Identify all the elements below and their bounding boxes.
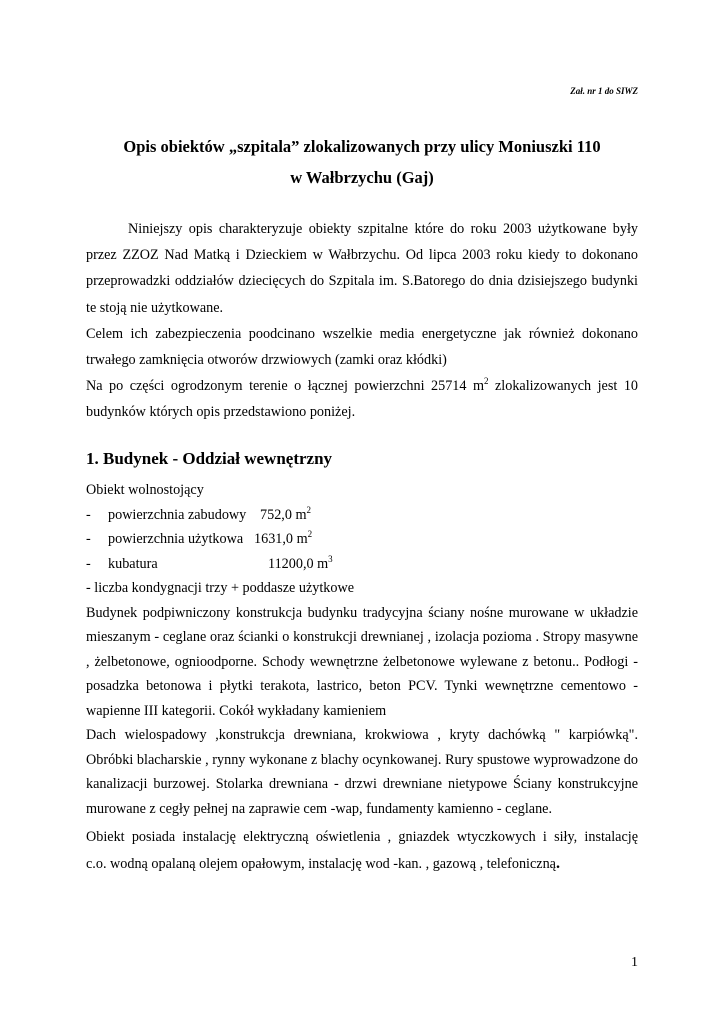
param-dash: -: [86, 555, 91, 572]
param-unit-superscript: 2: [307, 529, 313, 539]
title-line-1: Opis obiektów „szpitala” zlokalizowanych przy ulicy Moniuszki 110: [123, 137, 601, 156]
intro-p3-text: Na po części ogrodzonym terenie o łącznej powierzchni 25714 m: [86, 378, 485, 395]
param-value-text: 752,0 m: [260, 506, 307, 523]
param-unit-superscript: 3: [328, 553, 333, 564]
section-1-heading: 1. Budynek - Oddział wewnętrzny: [86, 449, 333, 468]
attachment-note: Zał. nr 1 do SIWZ: [570, 86, 638, 96]
page-number: 1: [631, 955, 638, 970]
building-description-1: Budynek podpiwniczony konstrukcja budynku tradycyjna ściany nośne murowane w układzie mieszanym - ceglane oraz ścianki o konstrukcji drewnianej , izolacja pozioma . Stropy masywne , żelbetonowe, ognioodporne. Schody wewnętrzne żelbetonowe wylewane z betonu.. Podłogi - posadzka betonowa i płytki terakota, lastrico, beton PCV. Tynki wewnętrzne cementowo -wapienne III kategorii. Cokół wykładany kamieniem: [86, 604, 638, 719]
param-dash: -: [86, 531, 91, 547]
param-dash: -: [86, 506, 91, 523]
installations-line-2-text: c.o. wodną opalaną olejem opałowym, instalację wod -kan. , gazową , telefoniczną: [86, 855, 556, 872]
param-label: kubatura: [108, 555, 158, 572]
param-row-usable-area: [86, 527, 638, 552]
title-line-2: w Wałbrzychu (Gaj): [290, 168, 434, 187]
param-value: [254, 527, 312, 552]
param-value-text: 11200,0 m: [268, 555, 329, 572]
installations-final-period: .: [555, 854, 560, 872]
param-label: powierzchnia użytkowa: [108, 531, 244, 547]
intro-section: [86, 216, 638, 426]
intro-p3-superscript: 2: [484, 376, 489, 387]
installations-line-2: [86, 852, 638, 877]
param-row-volume: [86, 552, 638, 577]
intro-paragraph-1: Niniejszy opis charakteryzuje obiekty szpitalne które do roku 2003 użytkowane były przez ZZOZ Nad Matką i Dzieckiem w Wałbrzychu. Od lipca 2003 roku kiedy to dokonano przeprowadzki oddziałów dziecięcych do Szpitala im. S.Batorego do dnia dzisiejszego budynki te stoją nie użytkowane.: [86, 221, 638, 316]
intro-paragraph-3: [86, 373, 638, 425]
section-1-subtitle: Obiekt wolnostojący: [86, 482, 204, 498]
param-row-built-area: [86, 503, 638, 528]
param-value: [268, 552, 333, 577]
param-unit-superscript: 2: [306, 504, 312, 515]
section-1-body: [86, 478, 638, 876]
param-value: [260, 503, 311, 528]
param-label: powierzchnia zabudowy: [108, 506, 247, 523]
floors-info: - liczba kondygnacji trzy + poddasze użytkowe: [86, 580, 355, 596]
building-description-2: Dach wielospadowy ,konstrukcja drewniana, krokwiowa , kryty dachówką " karpiówką". Obróbki blacharskie , rynny wykonane z blachy ocynkowanej. Rury spustowe wyprowadzone do kanalizacji burzowej. Stolarka drewniana - drzwi drewniane nietypowe Ściany konstrukcyjne murowane z cegły pełnej na zaprawie cem -wap, fundamenty kamienno - ceglane.: [86, 727, 638, 817]
intro-p3-text-after: zlokalizowanych jest 10 budynków których opis przedstawiono poniżej.: [86, 378, 639, 421]
installations-line-1: Obiekt posiada instalację elektryczną oświetlenia , gniazdek wtyczkowych i siły, instalację: [86, 829, 638, 845]
param-value-text: 1631,0 m: [254, 531, 308, 547]
document-title: [86, 131, 638, 193]
intro-paragraph-2: Celem ich zabezpieczenia poodcinano wszelkie media energetyczne jak również dokonano trwałego zamknięcia otworów drzwiowych (zamki oraz kłódki): [86, 325, 638, 369]
